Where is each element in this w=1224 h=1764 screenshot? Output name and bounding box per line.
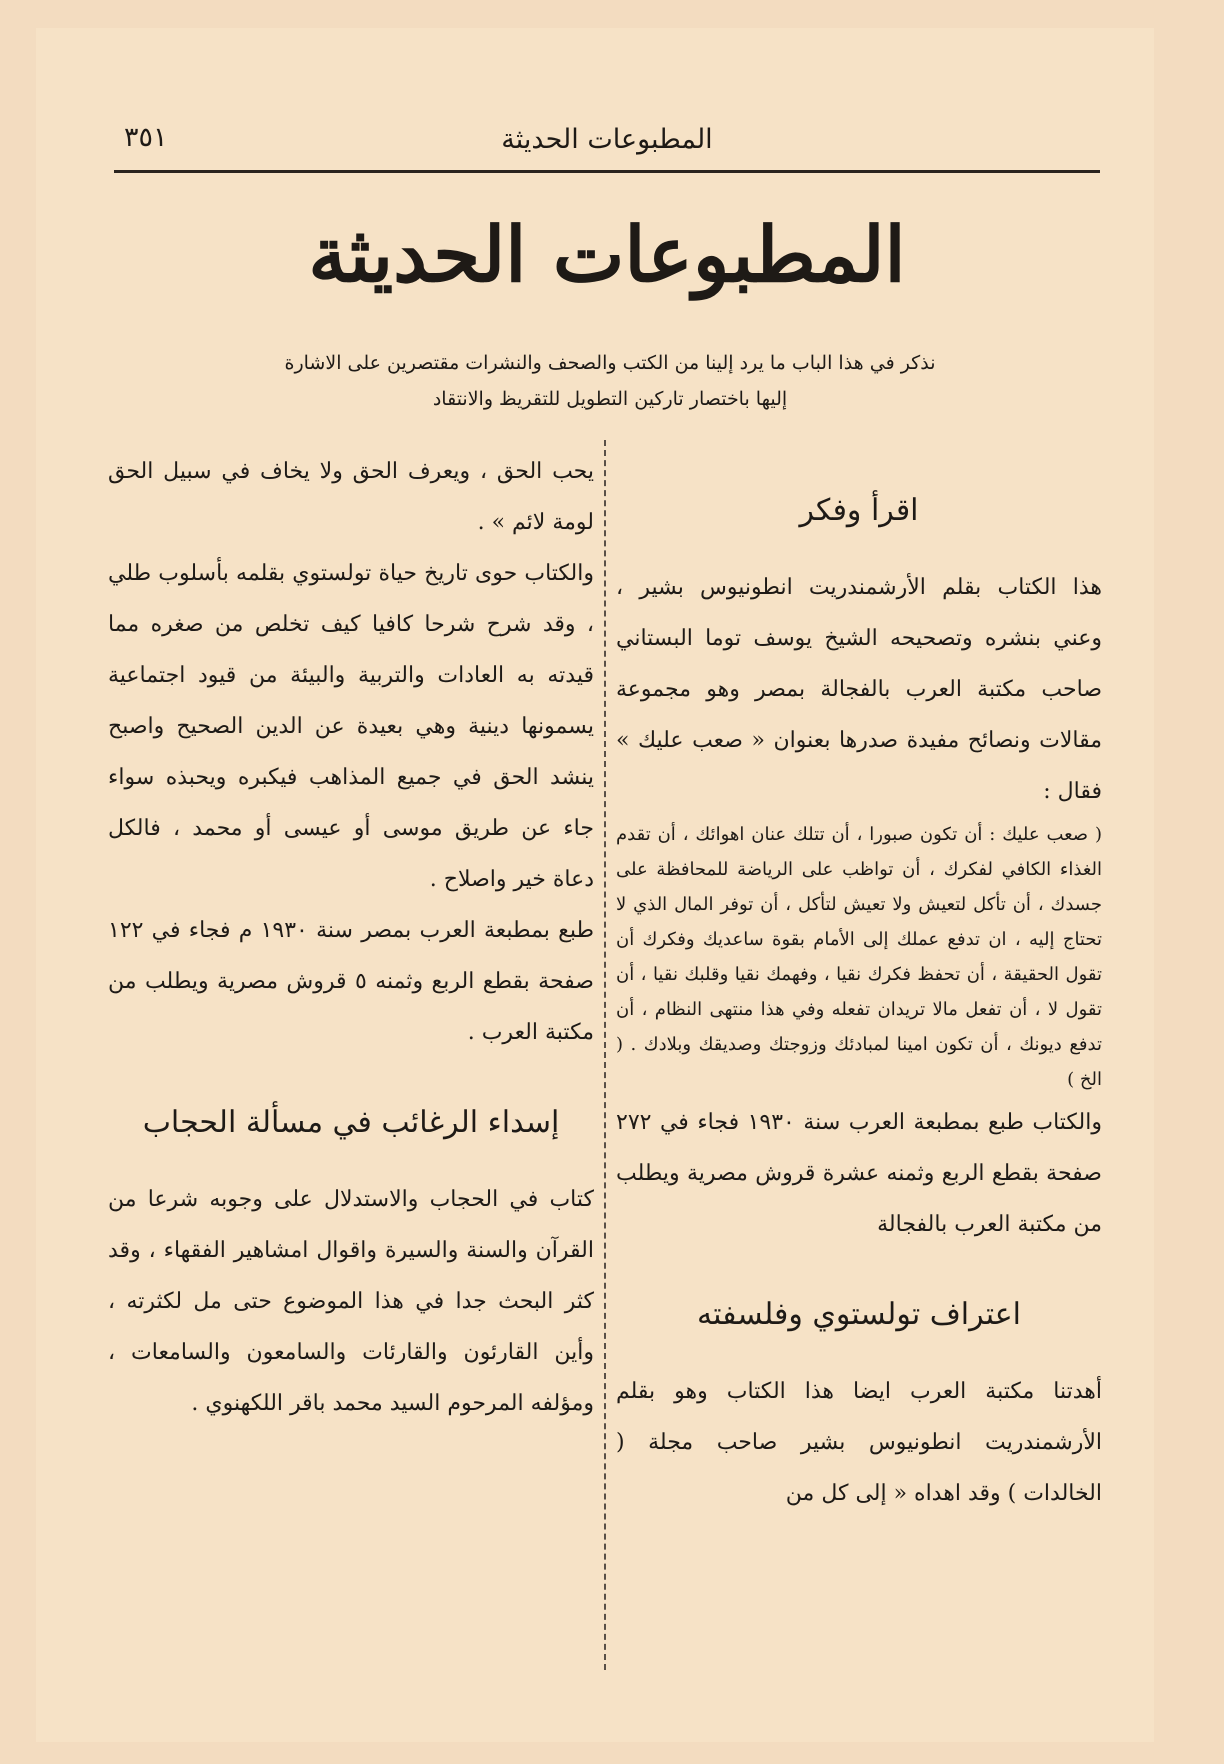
review-paragraph: والكتاب حوى تاريخ حياة تولستوي بقلمه بأسلوب طلي ، وقد شرح شرحا كافيا كيف تخلص من صغره مما قيدته به العادات والتربية والبيئة من قيود اجتماعية يسمونها دينية وهي بعيدة عن الدين الصحيح واصبح ينشد الحق في جميع المذاهب فيكبره ويحبذه سواء جاء عن طريق موسى أو عيسى أو محمد ، فالكل دعاة خير واصلاح . <box>108 561 594 892</box>
review-paragraph: طبع بمطبعة العرب بمصر سنة ١٩٣٠ م فجاء في ١٢٢ صفحة بقطع الربع وثمنه ٥ قروش مصرية ويطلب من مكتبة العرب . <box>108 918 595 1045</box>
section-title: المطبوعات الحديثة <box>308 210 906 299</box>
review-paragraph: يحب الحق ، ويعرف الحق ولا يخاف في سبيل الحق لومة لائم » . <box>108 459 594 535</box>
intro-line-1: نذكر في هذا الباب ما يرد إلينا من الكتب والصحف والنشرات مقتصرين على الاشارة <box>284 352 936 374</box>
review-paragraph: كتاب في الحجاب والاستدلال على وجوبه شرعا من القرآن والسنة والسيرة واقوال امشاهير الفقهاء ، وقد كثر البحث جدا في هذا الموضوع حتى مل لكثرته ، وأين القارئون والقارئات والسامعون والسامعات ، ومؤلفه المرحوم السيد محمد باقر اللكهنوي . <box>108 1187 594 1416</box>
review-heading-tolstoy: اعتراف تولستوي وفلسفته <box>697 1297 1021 1332</box>
spacer <box>616 1250 1102 1286</box>
column-divider <box>604 440 606 1670</box>
left-column <box>108 446 594 1429</box>
review-heading-read-and-think: اقرأ وفكر <box>799 493 919 528</box>
header-rule <box>114 170 1100 173</box>
right-column <box>616 446 1102 1519</box>
review-quote: ( صعب عليك : أن تكون صبورا ، أن تتلك عنان اهوائك ، أن تقدم الغذاء الكافي لفكرك ، أن تواظب على الرياضة للمحافظة على جسدك ، أن تأكل لتعيش ولا تعيش لتأكل ، أن توفر المال الذي لا تحتاج إليه ، ان تدفع عملك إلى الأمام بقوة ساعديك وفكرك أن تقول الحقيقة ، أن تحفظ فكرك نقيا ، وفهمك نقيا وقلبك نقيا ، أن تقول لا ، أن تفعل مالا تريدان تفعله وفي هذا منتهى النظام ، أن تدفع ديونك ، أن تكون امينا لمبادئك وزوجتك وصديقك وبلادك . ( الخ ) <box>616 824 1102 1090</box>
running-title: المطبوعات الحديثة <box>501 124 713 155</box>
spacer <box>108 1058 594 1094</box>
page-header <box>114 118 1100 168</box>
section-intro <box>180 345 1040 417</box>
review-paragraph: والكتاب طبع بمطبعة العرب سنة ١٩٣٠ فجاء في ٢٧٢ صفحة بقطع الربع وثمنه عشرة قروش مصرية ويطلب من مكتبة العرب بالفجالة <box>616 1110 1102 1237</box>
page-number: ٣٥١ <box>124 122 168 153</box>
intro-line-2: إليها باختصار تاركين التطويل للتقريظ والانتقاد <box>432 388 788 410</box>
review-heading-hijab: إسداء الرغائب في مسألة الحجاب <box>142 1105 560 1140</box>
review-paragraph: هذا الكتاب بقلم الأرشمندريت انطونيوس بشير ، وعني بنشره وتصحيحه الشيخ يوسف توما البستاني صاحب مكتبة العرب بالفجالة بمصر وهو مجموعة مقالات ونصائح مفيدة صدرها بعنوان « صعب عليك » فقال : <box>616 575 1102 804</box>
review-paragraph: أهدتنا مكتبة العرب ايضا هذا الكتاب وهو بقلم الأرشمندريت انطونيوس بشير صاحب مجلة ( الخالدات ) وقد اهداه « إلى كل من <box>616 1379 1102 1506</box>
